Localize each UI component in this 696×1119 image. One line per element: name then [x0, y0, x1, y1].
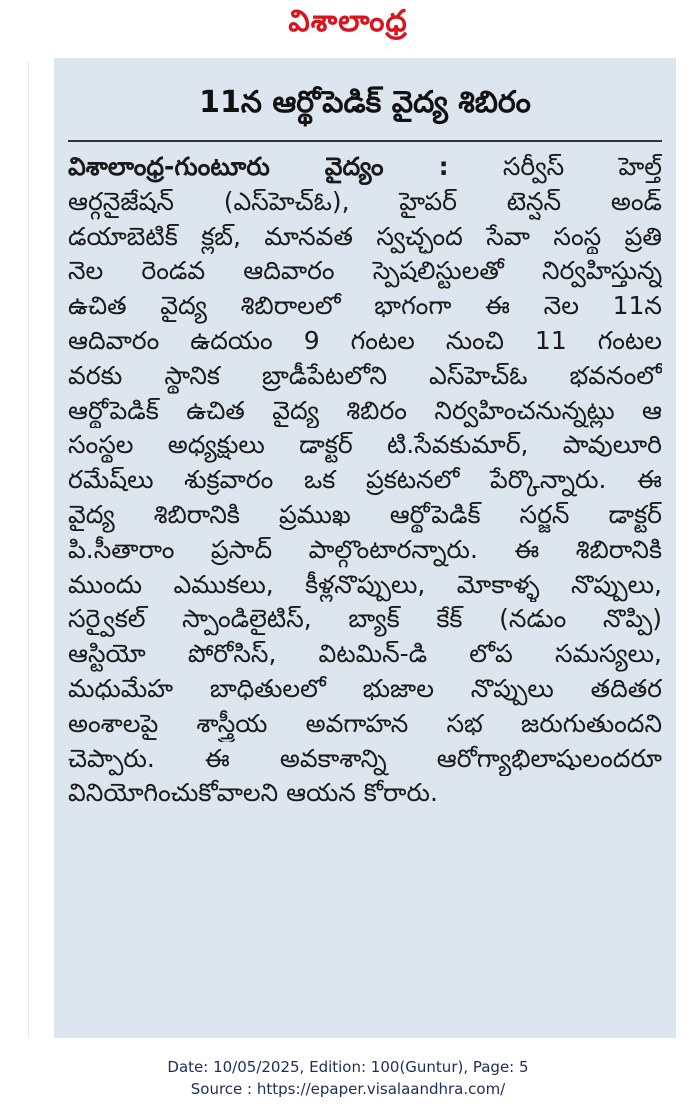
article-line: ముందు ఎముకలు, కీళ్లనొప్పులు, మోకాళ్ళ నొప్పులు,: [68, 569, 662, 599]
article-line: నెల రెండవ ఆదివారం స్పెషలిస్టులతో నిర్వహిస్తున్న: [68, 256, 662, 286]
article-headline: 11న ఆర్థోపెడిక్ వైద్య శిబిరం: [199, 85, 531, 120]
newspaper-logo: విశాలాంధ్ర: [288, 4, 408, 39]
article-line-text: సర్వీస్ హెల్త్: [502, 152, 662, 181]
article-line: పి.సీతారాం ప్రసాద్ పాల్గొంటారన్నారు. ఈ శిబిరానికి: [68, 534, 662, 564]
article-line: వైద్య శిబిరానికి ప్రముఖ ఆర్థోపెడిక్ సర్జన్ డాక్టర్: [68, 499, 662, 529]
article-line: ఉచిత వైద్య శిబిరాలలో భాగంగా ఈ నెల 11న: [68, 291, 662, 321]
article-line: ఆదివారం ఉదయం 9 గంటల నుంచి 11 గంటల: [68, 325, 662, 355]
article-line: వరకు స్థానిక బ్రాడీపేటలోని ఎస్‌హెచ్‌ఓ భవనంలో: [68, 360, 662, 390]
news-clipping: [54, 58, 676, 1038]
article-line: అంశాలపై శాస్త్రీయ అవగాహన సభ జరుగుతుందని: [68, 708, 662, 738]
article-line: ఆర్థోపెడిక్ ఉచిత వైద్య శిబిరం నిర్వహించనున్నట్లు ఆ: [68, 395, 662, 425]
article-line: సంస్థల అధ్యక్షులు డాక్టర్ టి.సేవకుమార్, పావులూరి: [68, 430, 662, 460]
headline-divider: [68, 140, 662, 142]
source-link[interactable]: Source : https://epaper.visalaandhra.com/: [190, 1080, 506, 1098]
article-line: వినియోగించుకోవాలని ఆయన కోరారు.: [68, 778, 438, 808]
edition-info: Date: 10/05/2025, Edition: 100(Guntur), Page: 5: [167, 1058, 529, 1076]
article-line: సర్వైకల్ స్పాండిలైటిస్, బ్యాక్ కేక్ (నడుం నొప్పి): [68, 604, 662, 634]
article-line: రమేష్‌లు శుక్రవారం ఒక ప్రకటనలో పేర్కొన్నారు. ఈ: [68, 465, 662, 495]
article-line: ఆస్టియో పోరోసిస్, విటమిన్-డి లోప సమస్యలు,: [68, 639, 662, 669]
article-line: డయాబెటిక్ క్లబ్, మానవత స్వచ్ఛంద సేవా సంస్థ ప్రతి: [68, 221, 662, 251]
masthead: [0, 0, 696, 44]
page-divider: [28, 62, 29, 1038]
article-line: [68, 150, 662, 185]
article-dateline: విశాలాంధ్ర-గుంటూరు వైద్యం :: [68, 152, 449, 181]
article-line: చెప్పారు. ఈ అవకాశాన్ని ఆరోగ్యాభిలాషులందరూ: [68, 743, 662, 773]
article-line: మధుమేహ బాధితులలో భుజాల నొప్పులు తదితర: [68, 673, 662, 703]
article-line: ఆర్గనైజేషన్ (ఎస్‌హెచ్‌ఓ), హైపర్ టెన్షన్ అండ్: [68, 186, 662, 216]
article-body: [68, 150, 662, 811]
